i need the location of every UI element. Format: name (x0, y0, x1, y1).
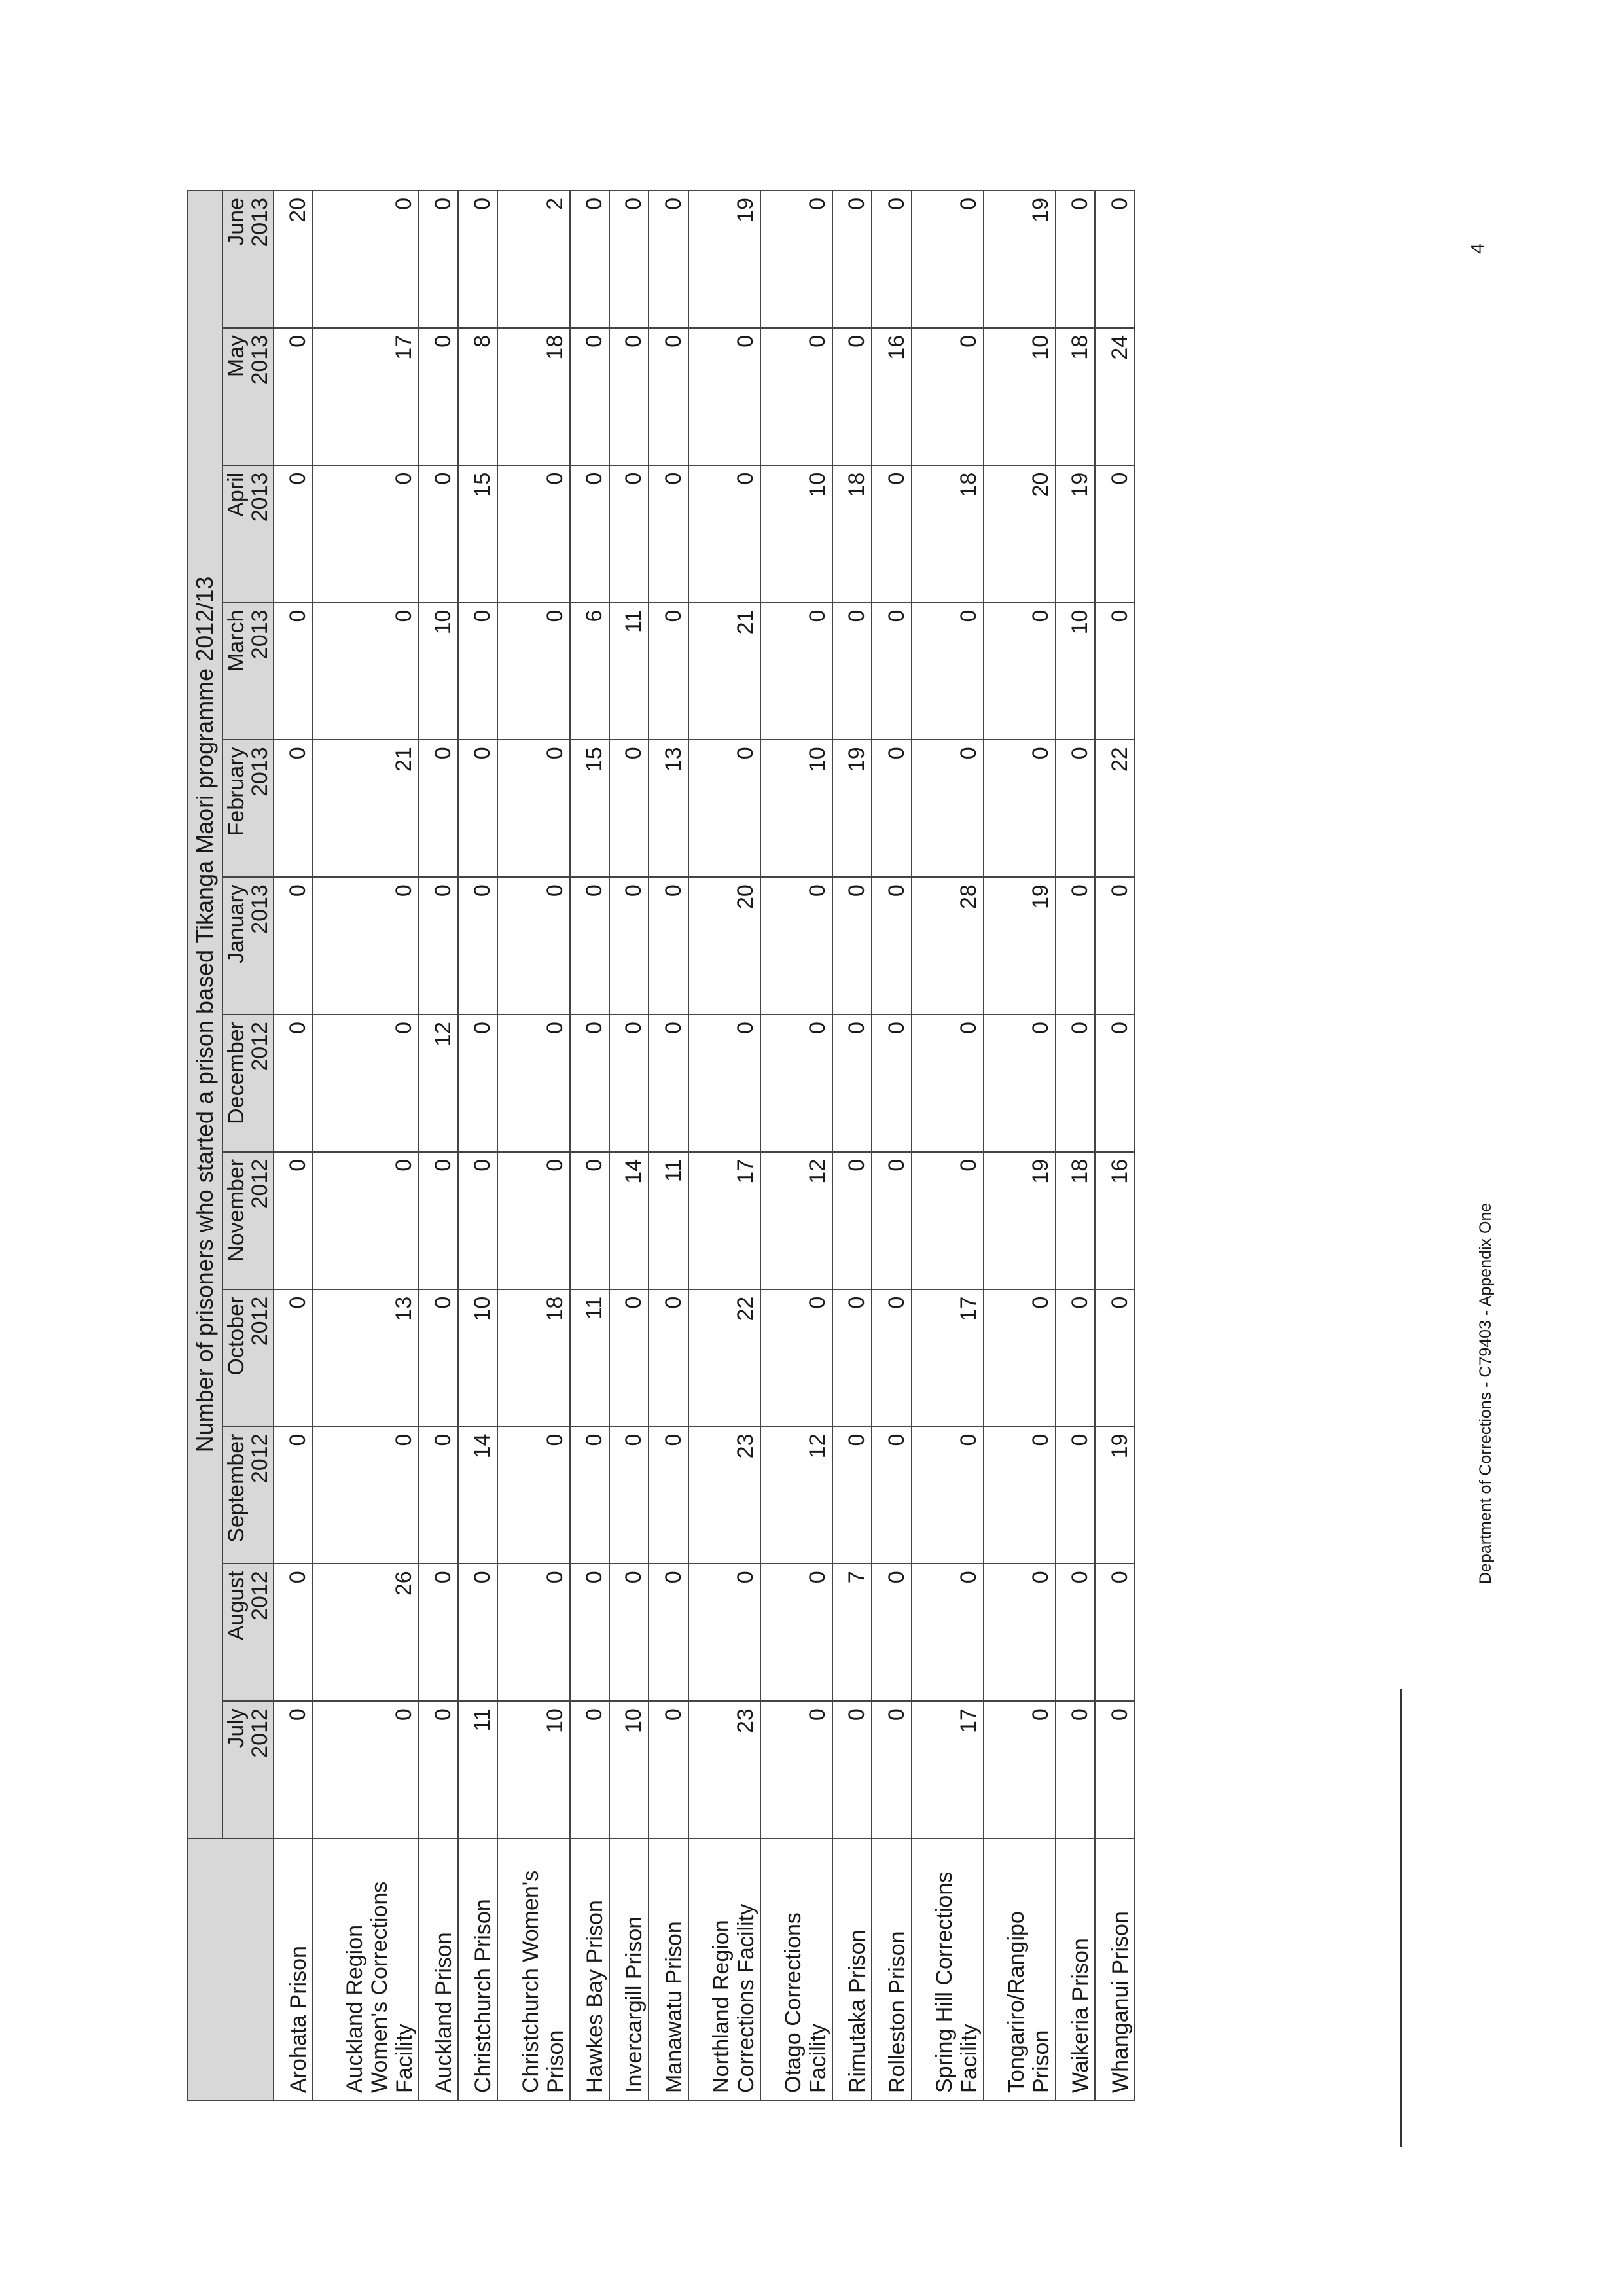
count-cell: 0 (1095, 190, 1135, 328)
count-cell: 0 (458, 190, 497, 328)
count-cell: 0 (984, 1427, 1056, 1564)
count-cell: 0 (1056, 1427, 1095, 1564)
count-cell: 20 (688, 877, 760, 1014)
month-name: February (224, 747, 249, 836)
count-cell: 0 (313, 1014, 418, 1152)
count-cell: 10 (419, 603, 458, 740)
month-header (223, 1152, 274, 1289)
count-cell: 0 (760, 328, 832, 465)
count-cell: 17 (313, 328, 418, 465)
facility-name: Auckland Region Women's Corrections Facility (313, 1839, 418, 2100)
count-cell: 19 (1095, 1427, 1135, 1564)
count-cell: 0 (419, 1427, 458, 1564)
count-cell: 22 (688, 1289, 760, 1427)
month-header (223, 603, 274, 740)
count-cell: 0 (688, 465, 760, 603)
facility-name: Northland Region Corrections Facility (688, 1839, 760, 2100)
count-cell: 21 (313, 740, 418, 877)
count-cell: 14 (458, 1427, 497, 1564)
count-cell: 0 (912, 1427, 984, 1564)
count-cell: 0 (274, 603, 313, 740)
month-header (223, 1014, 274, 1152)
count-cell: 0 (912, 740, 984, 877)
count-cell: 0 (688, 1564, 760, 1701)
count-cell: 0 (1095, 877, 1135, 1014)
facility-name: Waikeria Prison (1056, 1839, 1095, 2100)
count-cell: 0 (649, 1701, 688, 1839)
count-cell: 2 (497, 190, 569, 328)
table-row (458, 190, 497, 2100)
count-cell: 13 (649, 740, 688, 877)
facility-name: Christchurch Prison (458, 1839, 497, 2100)
facility-name: Rimutaka Prison (832, 1839, 872, 2100)
count-cell: 10 (609, 1701, 649, 1839)
count-cell: 0 (1056, 1289, 1095, 1427)
facility-name: Tongariro/Rangipo Prison (984, 1839, 1056, 2100)
count-cell: 0 (649, 190, 688, 328)
table-row (649, 190, 688, 2100)
count-cell: 0 (832, 1427, 872, 1564)
count-cell: 16 (1095, 1152, 1135, 1289)
count-cell: 0 (609, 1564, 649, 1701)
count-cell: 15 (570, 740, 609, 877)
table-row (984, 190, 1056, 2100)
month-header (223, 190, 274, 328)
month-name: December (224, 1022, 249, 1124)
month-name: April (224, 472, 249, 517)
count-cell: 0 (497, 1014, 569, 1152)
count-cell: 0 (458, 1152, 497, 1289)
month-year: 2012 (247, 1296, 272, 1346)
month-header (223, 1564, 274, 1701)
count-cell: 0 (609, 1427, 649, 1564)
count-cell: 7 (832, 1564, 872, 1701)
count-cell: 0 (912, 1152, 984, 1289)
count-cell: 0 (274, 1152, 313, 1289)
count-cell: 0 (274, 1564, 313, 1701)
count-cell: 18 (1056, 328, 1095, 465)
count-cell: 10 (760, 740, 832, 877)
count-cell: 11 (458, 1701, 497, 1839)
count-cell: 0 (688, 328, 760, 465)
count-cell: 0 (419, 465, 458, 603)
count-cell: 10 (458, 1289, 497, 1427)
count-cell: 0 (872, 1701, 911, 1839)
count-cell: 18 (832, 465, 872, 603)
table-row (497, 190, 569, 2100)
count-cell: 19 (688, 190, 760, 328)
month-year: 2012 (247, 1433, 272, 1484)
count-cell: 22 (1095, 740, 1135, 877)
count-cell: 19 (1056, 465, 1095, 603)
count-cell: 0 (832, 1289, 872, 1427)
count-cell: 10 (497, 1701, 569, 1839)
count-cell: 0 (984, 1014, 1056, 1152)
month-header (223, 877, 274, 1014)
count-cell: 0 (760, 877, 832, 1014)
count-cell: 0 (274, 877, 313, 1014)
count-cell: 11 (609, 603, 649, 740)
month-year: 2012 (247, 1158, 272, 1209)
count-cell: 0 (497, 1427, 569, 1564)
count-cell: 21 (688, 603, 760, 740)
table-row (609, 190, 649, 2100)
month-name: October (224, 1296, 249, 1376)
table-row (274, 190, 313, 2100)
count-cell: 0 (872, 1289, 911, 1427)
count-cell: 0 (274, 465, 313, 603)
facility-name: Spring Hill Corrections Facility (912, 1839, 984, 2100)
count-cell: 0 (570, 877, 609, 1014)
month-year: 2013 (247, 747, 272, 797)
facility-name: Arohata Prison (274, 1839, 313, 2100)
count-cell: 0 (419, 1701, 458, 1839)
count-cell: 0 (832, 1152, 872, 1289)
count-cell: 0 (984, 1564, 1056, 1701)
table-caption: Number of prisoners who started a prison based Tikanga Maori programme 2012/13 (187, 190, 223, 1839)
count-cell: 0 (832, 1014, 872, 1152)
facility-name: Otago Corrections Facility (760, 1839, 832, 2100)
count-cell: 18 (497, 1289, 569, 1427)
count-cell: 0 (313, 465, 418, 603)
count-cell: 0 (458, 1014, 497, 1152)
footer-divider (1400, 1689, 1402, 2147)
count-cell: 0 (760, 1014, 832, 1152)
count-cell: 0 (649, 1427, 688, 1564)
count-cell: 0 (649, 328, 688, 465)
count-cell: 0 (649, 1289, 688, 1427)
count-cell: 0 (760, 1564, 832, 1701)
count-cell: 0 (912, 328, 984, 465)
count-cell: 0 (497, 1564, 569, 1701)
month-year: 2013 (247, 609, 272, 660)
count-cell: 0 (609, 190, 649, 328)
table-row (313, 190, 418, 2100)
count-cell: 0 (609, 1289, 649, 1427)
count-cell: 0 (984, 1701, 1056, 1839)
count-cell: 24 (1095, 328, 1135, 465)
count-cell: 0 (1056, 740, 1095, 877)
facility-name: Christchurch Women's Prison (497, 1839, 569, 2100)
count-cell: 0 (912, 1564, 984, 1701)
month-year: 2013 (247, 884, 272, 934)
count-cell: 0 (832, 328, 872, 465)
count-cell: 0 (497, 603, 569, 740)
count-cell: 28 (912, 877, 984, 1014)
count-cell: 0 (419, 740, 458, 877)
month-header (223, 465, 274, 603)
count-cell: 0 (649, 1014, 688, 1152)
footer-text: Department of Corrections - C79403 - Appendix One (1476, 1202, 1495, 1584)
month-name: November (224, 1158, 249, 1262)
count-cell: 12 (760, 1152, 832, 1289)
count-cell: 20 (984, 465, 1056, 603)
count-cell: 0 (609, 1014, 649, 1152)
count-cell: 0 (313, 877, 418, 1014)
count-cell: 0 (313, 603, 418, 740)
count-cell: 0 (313, 1427, 418, 1564)
facility-name: Manawatu Prison (649, 1839, 688, 2100)
count-cell: 26 (313, 1564, 418, 1701)
count-cell: 0 (1095, 1564, 1135, 1701)
count-cell: 0 (872, 1427, 911, 1564)
count-cell: 0 (872, 1152, 911, 1289)
count-cell: 0 (760, 190, 832, 328)
count-cell: 0 (649, 603, 688, 740)
count-cell: 19 (984, 1152, 1056, 1289)
count-cell: 0 (872, 603, 911, 740)
count-cell: 0 (649, 465, 688, 603)
count-cell: 18 (912, 465, 984, 603)
count-cell: 0 (609, 465, 649, 603)
count-cell: 0 (1056, 1564, 1095, 1701)
month-year: 2012 (247, 1571, 272, 1621)
count-cell: 10 (984, 328, 1056, 465)
facility-name: Whanganui Prison (1095, 1839, 1135, 2100)
count-cell: 0 (1095, 603, 1135, 740)
count-cell: 0 (570, 465, 609, 603)
month-year: 2013 (247, 472, 272, 522)
count-cell: 0 (570, 1014, 609, 1152)
table-row (570, 190, 609, 2100)
facility-name: Hawkes Bay Prison (570, 1839, 609, 2100)
count-cell: 0 (497, 1152, 569, 1289)
month-header (223, 1701, 274, 1839)
count-cell: 0 (1056, 190, 1095, 328)
count-cell: 0 (760, 603, 832, 740)
count-cell: 0 (419, 328, 458, 465)
month-header (223, 740, 274, 877)
month-name: August (224, 1571, 249, 1641)
table-row (872, 190, 911, 2100)
count-cell: 17 (912, 1289, 984, 1427)
count-cell: 0 (458, 1564, 497, 1701)
count-cell: 15 (458, 465, 497, 603)
count-cell: 0 (419, 877, 458, 1014)
count-cell: 0 (274, 328, 313, 465)
month-name: January (224, 884, 249, 964)
count-cell: 0 (570, 328, 609, 465)
count-cell: 16 (872, 328, 911, 465)
count-cell: 0 (1056, 1014, 1095, 1152)
count-cell: 0 (570, 190, 609, 328)
count-cell: 10 (1056, 603, 1095, 740)
table-row (688, 190, 760, 2100)
count-cell: 14 (609, 1152, 649, 1289)
count-cell: 0 (609, 328, 649, 465)
count-cell: 0 (570, 1701, 609, 1839)
count-cell: 0 (872, 190, 911, 328)
count-cell: 20 (274, 190, 313, 328)
count-cell: 0 (419, 1289, 458, 1427)
programme-table (187, 190, 1135, 2101)
month-name: September (224, 1433, 249, 1543)
month-name: May (224, 334, 249, 378)
month-header (223, 1289, 274, 1427)
table-row (419, 190, 458, 2100)
count-cell: 0 (274, 740, 313, 877)
count-cell: 0 (313, 1701, 418, 1839)
count-cell: 0 (458, 740, 497, 877)
count-cell: 0 (984, 740, 1056, 877)
count-cell: 0 (497, 877, 569, 1014)
table-corner-cell (187, 1839, 274, 2100)
count-cell: 0 (832, 190, 872, 328)
count-cell: 0 (649, 1564, 688, 1701)
facility-name: Auckland Prison (419, 1839, 458, 2100)
count-cell: 13 (313, 1289, 418, 1427)
programme-table-container (187, 190, 1135, 2101)
count-cell: 19 (832, 740, 872, 877)
month-name: July (224, 1708, 249, 1748)
count-cell: 0 (760, 1701, 832, 1839)
count-cell: 0 (458, 603, 497, 740)
count-cell: 0 (984, 1289, 1056, 1427)
month-name: March (224, 609, 249, 672)
count-cell: 0 (458, 877, 497, 1014)
month-year: 2012 (247, 1708, 272, 1758)
count-cell: 0 (609, 877, 649, 1014)
table-row (912, 190, 984, 2100)
count-cell: 0 (274, 1289, 313, 1427)
count-cell: 18 (497, 328, 569, 465)
page-number: 4 (1467, 243, 1488, 254)
table-row (832, 190, 872, 2100)
count-cell: 0 (832, 877, 872, 1014)
count-cell: 0 (1095, 465, 1135, 603)
count-cell: 18 (1056, 1152, 1095, 1289)
count-cell: 0 (1056, 877, 1095, 1014)
count-cell: 12 (419, 1014, 458, 1152)
count-cell: 0 (274, 1427, 313, 1564)
count-cell: 0 (497, 465, 569, 603)
count-cell: 0 (832, 1701, 872, 1839)
count-cell: 0 (872, 877, 911, 1014)
count-cell: 6 (570, 603, 609, 740)
count-cell: 0 (688, 740, 760, 877)
month-year: 2012 (247, 1022, 272, 1071)
count-cell: 0 (1056, 1701, 1095, 1839)
count-cell: 11 (570, 1289, 609, 1427)
count-cell: 0 (313, 190, 418, 328)
count-cell: 0 (274, 1701, 313, 1839)
count-cell: 0 (570, 1564, 609, 1701)
count-cell: 0 (274, 1014, 313, 1152)
table-row (1056, 190, 1095, 2100)
count-cell: 0 (912, 1014, 984, 1152)
count-cell: 0 (1095, 1014, 1135, 1152)
count-cell: 8 (458, 328, 497, 465)
table-body (274, 190, 1135, 2100)
count-cell: 0 (570, 1152, 609, 1289)
count-cell: 11 (649, 1152, 688, 1289)
count-cell: 0 (419, 1564, 458, 1701)
count-cell: 0 (832, 603, 872, 740)
month-header (223, 1427, 274, 1564)
count-cell: 0 (609, 740, 649, 877)
facility-name: Rolleston Prison (872, 1839, 911, 2100)
count-cell: 0 (649, 877, 688, 1014)
count-cell: 0 (760, 1289, 832, 1427)
count-cell: 0 (872, 1014, 911, 1152)
count-cell: 19 (984, 190, 1056, 328)
count-cell: 0 (688, 1014, 760, 1152)
count-cell: 0 (313, 1152, 418, 1289)
count-cell: 19 (984, 877, 1056, 1014)
count-cell: 12 (760, 1427, 832, 1564)
count-cell: 0 (872, 740, 911, 877)
count-cell: 0 (419, 190, 458, 328)
count-cell: 17 (912, 1701, 984, 1839)
month-header-row (223, 190, 274, 2100)
month-year: 2013 (247, 334, 272, 385)
count-cell: 0 (984, 603, 1056, 740)
count-cell: 0 (872, 465, 911, 603)
month-header (223, 328, 274, 465)
count-cell: 0 (1095, 1289, 1135, 1427)
table-row (760, 190, 832, 2100)
count-cell: 23 (688, 1701, 760, 1839)
month-year: 2013 (247, 198, 272, 247)
count-cell: 17 (688, 1152, 760, 1289)
count-cell: 0 (497, 740, 569, 877)
count-cell: 23 (688, 1427, 760, 1564)
month-name: June (224, 198, 249, 246)
count-cell: 0 (912, 190, 984, 328)
table-row (1095, 190, 1135, 2100)
count-cell: 0 (419, 1152, 458, 1289)
facility-name: Invercargill Prison (609, 1839, 649, 2100)
count-cell: 0 (912, 603, 984, 740)
count-cell: 10 (760, 465, 832, 603)
count-cell: 0 (872, 1564, 911, 1701)
count-cell: 0 (1095, 1701, 1135, 1839)
count-cell: 0 (570, 1427, 609, 1564)
